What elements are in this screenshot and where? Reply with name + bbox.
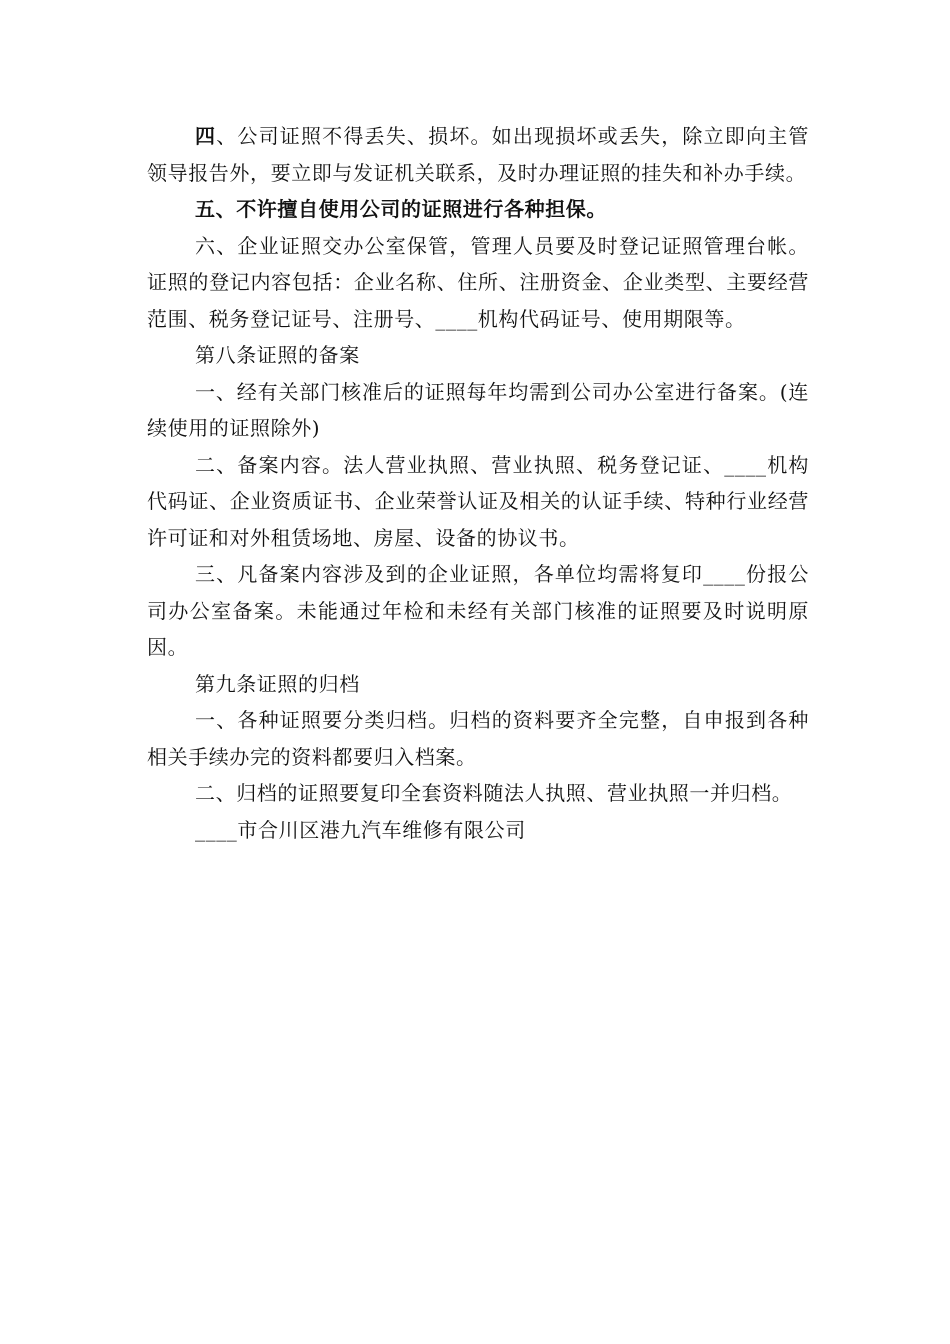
paragraph-item-5: 五、不许擅自使用公司的证照进行各种担保。 <box>195 197 607 221</box>
article-8-item-3: 三、凡备案内容涉及到的企业证照，各单位均需将复印____份报公司办公室备案。未能通过年检和未经有关部门核准的证照要及时说明原因。 <box>147 562 809 659</box>
paragraph-item-4 <box>147 118 809 191</box>
article-8-item-1: 一、经有关部门核准后的证照每年均需到公司办公室进行备案。(连续使用的证照除外) <box>147 379 809 440</box>
article-9-item-2: 二、归档的证照要复印全套资料随法人执照、营业执照一并归档。 <box>195 781 793 805</box>
item-4-number: 四 <box>195 124 217 148</box>
article-9-heading: 第九条证照的归档 <box>195 671 360 696</box>
article-8-heading: 第八条证照的备案 <box>195 343 360 367</box>
company-signature: ____市合川区港九汽车维修有限公司 <box>195 817 526 842</box>
paragraph-item-6: 六、企业证照交办公室保管，管理人员要及时登记证照管理台帐。证照的登记内容包括：企业名称、住所、注册资金、企业类型、主要经营范围、税务登记证号、注册号、____机构代码证号、使用期限等。 <box>147 233 809 331</box>
article-8-item-2: 二、备案内容。法人营业执照、营业执照、税务登记证、____机构代码证、企业资质证书、企业荣誉认证及相关的认证手续、特种行业经营许可证和对外租赁场地、房屋、设备的协议书。 <box>147 452 809 550</box>
item-4-text: 、公司证照不得丢失、损坏。如出现损坏或丢失，除立即向主管领导报告外，要立即与发证机关联系，及时办理证照的挂失和补办手续。 <box>147 124 809 185</box>
document-body <box>147 118 809 848</box>
article-9-item-1: 一、各种证照要分类归档。归档的资料要齐全完整，自申报到各种相关手续办完的资料都要归入档案。 <box>147 708 809 769</box>
